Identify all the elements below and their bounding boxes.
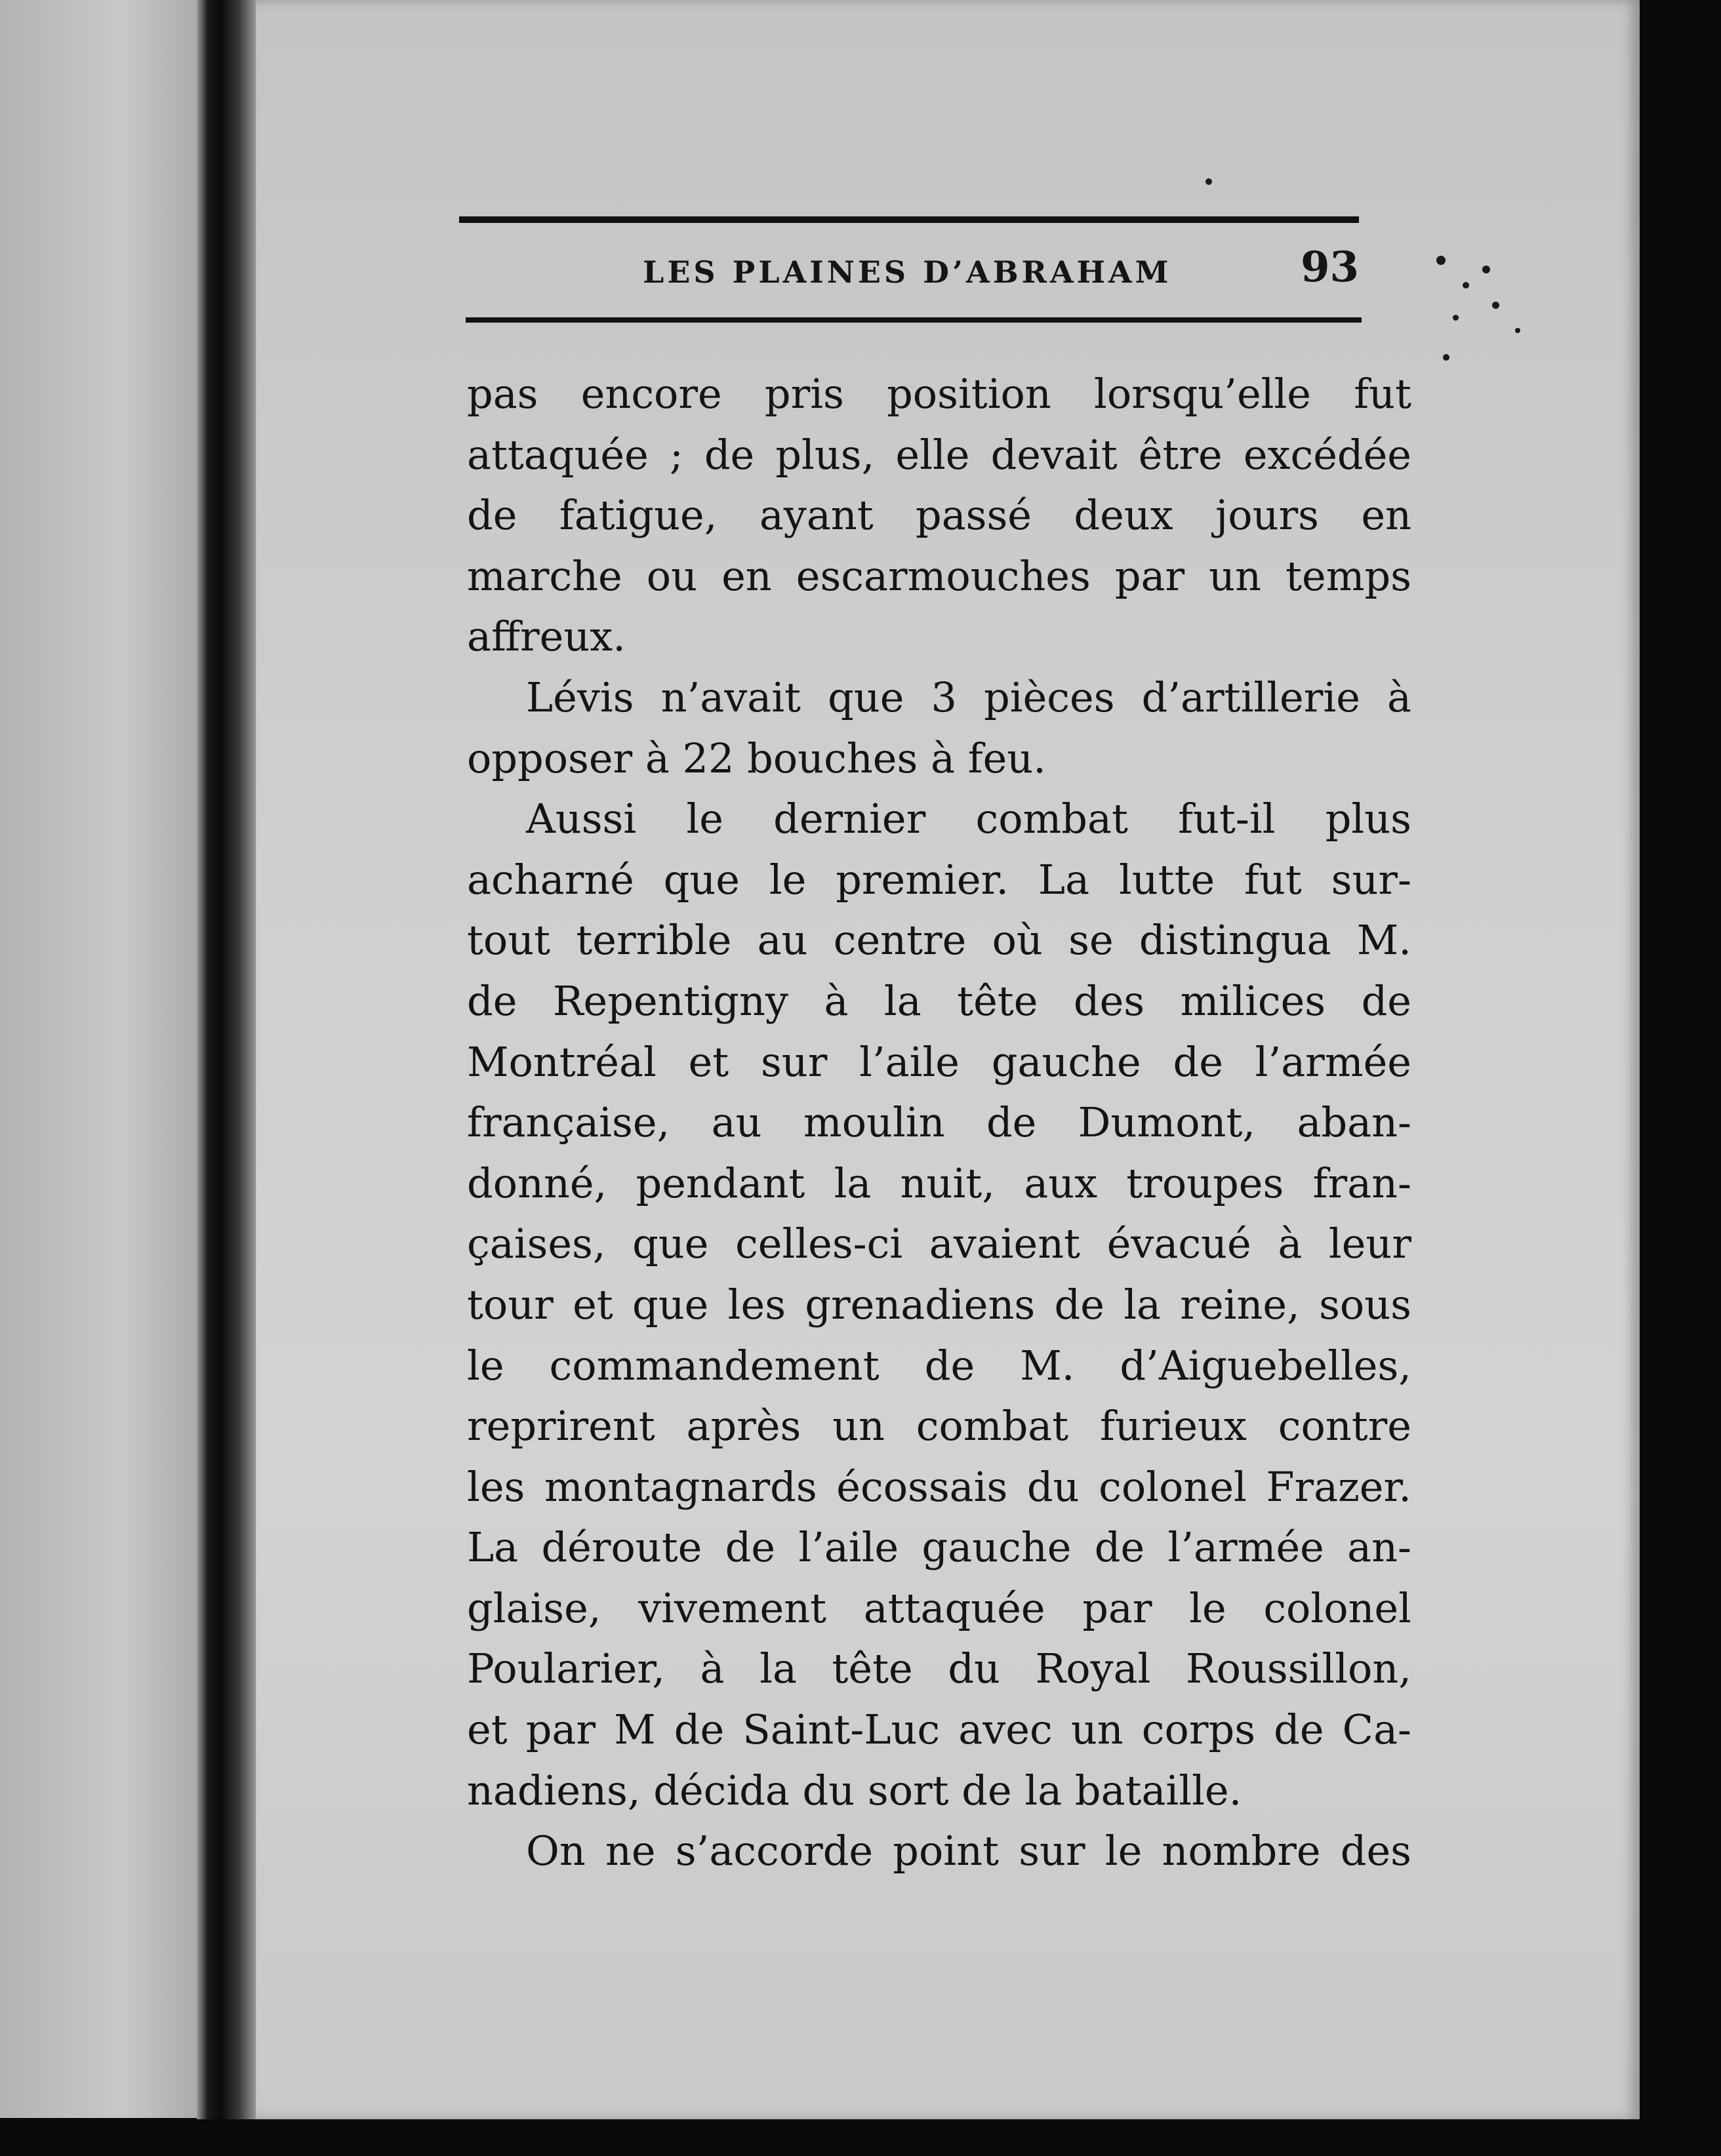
- scan-speck: [1492, 302, 1499, 309]
- scan-speck: [1443, 354, 1449, 361]
- scan-speck: [1205, 178, 1212, 185]
- text-line: nadiens, décida du sort de la bataille.: [467, 1766, 1242, 1814]
- text-line: reprirent après un combat furieux contre: [467, 1402, 1411, 1450]
- facing-page-edge: [0, 0, 203, 2118]
- text-line: tout terrible au centre où se distingua M.: [467, 916, 1411, 965]
- book-gutter: [197, 0, 257, 2156]
- scan-speck: [1453, 315, 1459, 321]
- text-line: acharné que le premier. La lutte fut sur-: [467, 855, 1411, 904]
- text-line: tour et que les grenadiens de la reine, sous: [467, 1280, 1411, 1328]
- text-line: et par M de Saint-Luc avec un corps de Ca-: [467, 1706, 1411, 1754]
- text-line: pas encore pris position lorsqu’elle fut: [467, 370, 1411, 418]
- running-title: LES PLAINES D’ABRAHAM: [643, 254, 1172, 290]
- page-number: 93: [1300, 243, 1359, 292]
- header-top-rule: [459, 216, 1359, 223]
- text-line: opposer à 22 bouches à feu.: [467, 734, 1046, 782]
- text-line: Aussi le dernier combat fut-il plus: [526, 795, 1411, 843]
- text-line: Lévis n’avait que 3 pièces d’artillerie à: [526, 673, 1411, 721]
- text-line: donné, pendant la nuit, aux troupes fran-: [467, 1159, 1411, 1207]
- header-bottom-rule: [466, 317, 1362, 323]
- text-line: affreux.: [467, 612, 626, 661]
- text-line: glaise, vivement attaquée par le colonel: [467, 1584, 1411, 1632]
- text-line: les montagnards écossais du colonel Frazer.: [467, 1462, 1411, 1511]
- scan-bottom-border: [0, 2119, 1721, 2156]
- text-line: La déroute de l’aile gauche de l’armée an-: [467, 1523, 1411, 1572]
- text-line: le commandement de M. d’Aiguebelles,: [467, 1341, 1411, 1389]
- text-line: de Repentigny à la tête des milices de: [467, 976, 1411, 1025]
- text-line: Montréal et sur l’aile gauche de l’armée: [467, 1037, 1411, 1086]
- scan-speck: [1515, 328, 1520, 333]
- scan-right-border: [1640, 0, 1721, 2156]
- text-line: française, au moulin de Dumont, aban-: [467, 1098, 1411, 1147]
- running-header: [459, 236, 1359, 308]
- scan-speck: [1482, 266, 1490, 273]
- text-line: On ne s’accorde point sur le nombre des: [526, 1827, 1411, 1875]
- text-line: marche ou en escarmouches par un temps: [467, 551, 1411, 600]
- scan-speck: [1463, 282, 1469, 289]
- text-line: Poularier, à la tête du Royal Roussillon,: [467, 1645, 1411, 1693]
- scan-speck: [1436, 256, 1446, 265]
- text-line: attaquée ; de plus, elle devait être excédée: [467, 430, 1411, 479]
- text-line: çaises, que celles-ci avaient évacué à leur: [467, 1220, 1411, 1268]
- text-line: de fatigue, ayant passé deux jours en: [467, 491, 1411, 540]
- body-text: [467, 364, 1411, 1882]
